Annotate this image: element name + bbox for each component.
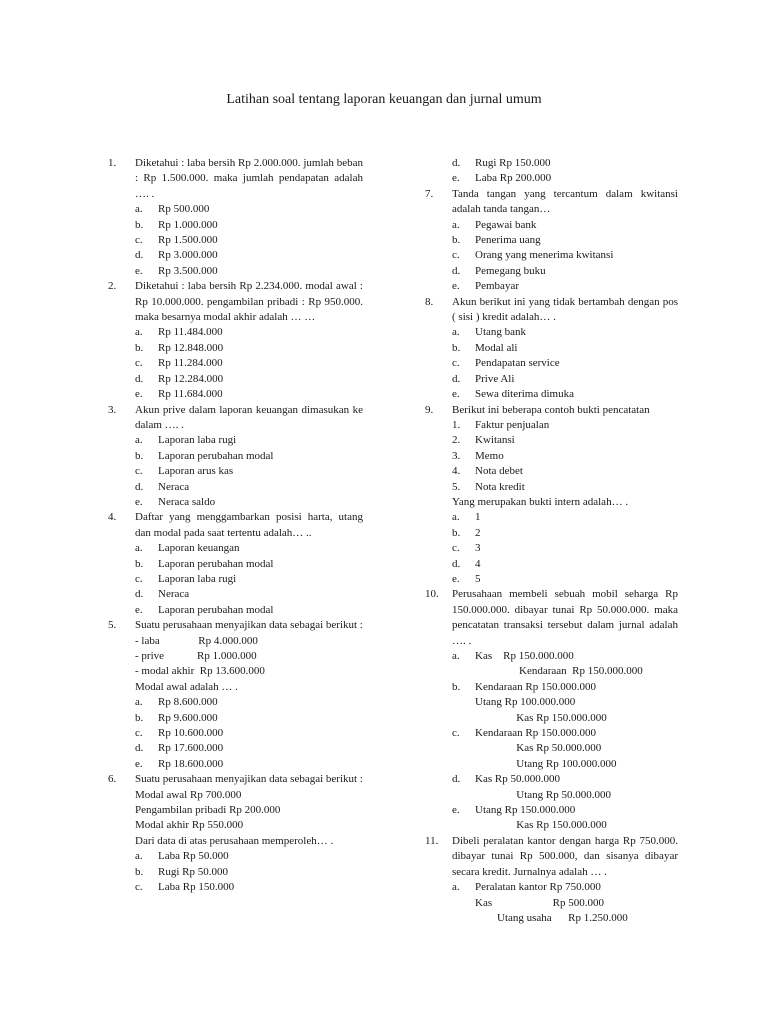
answer-option bbox=[452, 541, 678, 556]
question-text: Tanda tangan yang tercantum dalam kwitansi adalah tanda tangan… bbox=[452, 187, 678, 216]
question bbox=[108, 279, 363, 402]
question-number: 9. bbox=[425, 403, 434, 416]
option-label: a. bbox=[135, 326, 143, 339]
question-data-line: Modal akhir Rp 550.000 bbox=[135, 819, 244, 832]
option-text: Laba Rp 150.000 bbox=[158, 881, 235, 894]
option-text: Laporan laba rugi bbox=[158, 434, 237, 447]
option-text: Rp 10.600.000 bbox=[158, 727, 224, 740]
question-data-line: Modal awal adalah … . bbox=[135, 680, 238, 693]
question bbox=[425, 187, 678, 295]
option-label: c. bbox=[452, 542, 460, 555]
option-label: a. bbox=[135, 542, 143, 555]
journal-line: Kas Rp 150.000.000 bbox=[475, 711, 607, 724]
answer-option bbox=[452, 279, 678, 294]
answer-option bbox=[452, 341, 678, 356]
option-text: Rp 1.000.000 bbox=[158, 218, 218, 231]
option-label: e. bbox=[135, 757, 143, 770]
question bbox=[425, 403, 678, 588]
right-column bbox=[425, 156, 678, 926]
journal-entry bbox=[475, 772, 678, 803]
question-number: 5. bbox=[108, 619, 117, 632]
answer-option bbox=[135, 695, 363, 710]
option-label: 2. bbox=[452, 434, 461, 447]
answer-option bbox=[135, 880, 363, 895]
answer-option bbox=[135, 356, 363, 371]
option-label: d. bbox=[135, 742, 144, 755]
answer-option bbox=[452, 510, 678, 525]
option-text: Pemegang buku bbox=[475, 264, 546, 277]
journal-line: Kas Rp 150.000.000 bbox=[475, 650, 574, 662]
question-data-line: - laba Rp 4.000.000 bbox=[135, 634, 258, 647]
option-label: e. bbox=[135, 264, 143, 277]
option-text: Rp 12.284.000 bbox=[158, 372, 224, 385]
option-text: Pembayar bbox=[475, 280, 519, 293]
option-text: Laporan perubahan modal bbox=[158, 557, 274, 570]
journal-line: Kendaraan Rp 150.000.000 bbox=[475, 665, 643, 678]
option-text: Rugi Rp 150.000 bbox=[475, 157, 551, 169]
option-text: Nota kredit bbox=[475, 480, 525, 493]
question-text: Suatu perusahaan menyajikan data sebagai berikut : bbox=[135, 619, 363, 632]
option-text: Rp 11.284.000 bbox=[158, 357, 223, 370]
answer-option bbox=[452, 433, 678, 448]
journal-entry bbox=[475, 649, 678, 680]
option-text: Neraca bbox=[158, 480, 190, 493]
answer-option bbox=[452, 387, 678, 402]
question-data-line: - modal akhir Rp 13.600.000 bbox=[135, 665, 265, 678]
option-label: c. bbox=[135, 572, 143, 585]
option-text: Prive Ali bbox=[475, 372, 515, 385]
answer-option bbox=[135, 495, 363, 510]
journal-line: Utang Rp 50.000.000 bbox=[475, 788, 611, 801]
answer-option bbox=[135, 849, 363, 864]
journal-option bbox=[452, 726, 678, 772]
journal-entry bbox=[475, 880, 678, 926]
question-data-line: Modal awal Rp 700.000 bbox=[135, 788, 242, 801]
answer-option bbox=[135, 464, 363, 479]
journal-option bbox=[452, 803, 678, 834]
option-text: Nota debet bbox=[475, 465, 523, 478]
journal-line: Peralatan kantor Rp 750.000 bbox=[475, 881, 601, 894]
option-text: Kwitansi bbox=[475, 434, 515, 447]
option-label: d. bbox=[452, 557, 461, 570]
answer-option bbox=[135, 603, 363, 618]
option-label: c. bbox=[452, 357, 460, 370]
answer-option bbox=[135, 557, 363, 572]
journal-option bbox=[452, 649, 678, 680]
option-text: 1 bbox=[475, 511, 481, 524]
option-text: Faktur penjualan bbox=[475, 418, 550, 431]
option-label: b. bbox=[135, 865, 144, 878]
journal-line: Kas Rp 500.000 bbox=[475, 896, 604, 909]
option-text: Laba Rp 50.000 bbox=[158, 850, 229, 863]
answer-option bbox=[135, 541, 363, 556]
question-number: 4. bbox=[108, 511, 117, 524]
answer-option bbox=[452, 572, 678, 587]
answer-option bbox=[135, 433, 363, 448]
journal-line: Utang usaha Rp 1.250.000 bbox=[475, 911, 628, 924]
option-label: a. bbox=[135, 203, 143, 216]
answer-option bbox=[135, 233, 363, 248]
question bbox=[425, 587, 678, 834]
option-label: c. bbox=[135, 881, 143, 894]
question-text: Akun prive dalam laporan keuangan dimasukan ke dalam …. . bbox=[135, 403, 363, 431]
question-text: Perusahaan membeli sebuah mobil seharga Rp 150.000.000. dibayar tunai Rp 50.000.000. maka pencatatan transaksi tersebut dalam jurnal adalah …. . bbox=[452, 588, 678, 647]
answer-option bbox=[452, 233, 678, 248]
option-label: a. bbox=[452, 218, 460, 231]
question-number: 1. bbox=[108, 157, 117, 169]
answer-option bbox=[135, 264, 363, 279]
question-number: 7. bbox=[425, 187, 434, 200]
option-label: b. bbox=[135, 449, 144, 462]
option-label: d. bbox=[135, 480, 144, 493]
answer-option bbox=[452, 356, 678, 371]
journal-option bbox=[452, 772, 678, 803]
option-label: d. bbox=[135, 372, 144, 385]
journal-line: Utang Rp 100.000.000 bbox=[475, 757, 617, 770]
answer-option bbox=[452, 449, 678, 464]
page-title: Latihan soal tentang laporan keuangan dan jurnal umum bbox=[226, 92, 542, 107]
answer-option bbox=[135, 341, 363, 356]
answer-option bbox=[135, 372, 363, 387]
journal-option bbox=[452, 680, 678, 726]
option-text: 3 bbox=[475, 542, 481, 555]
answer-option bbox=[452, 480, 678, 495]
answer-option bbox=[452, 372, 678, 387]
option-label: a. bbox=[135, 850, 143, 863]
option-text: Orang yang menerima kwitansi bbox=[475, 249, 614, 262]
option-text: Utang bank bbox=[475, 326, 527, 339]
question bbox=[108, 618, 363, 772]
answer-option bbox=[135, 572, 363, 587]
answer-option bbox=[452, 156, 678, 171]
option-text: Rp 18.600.000 bbox=[158, 757, 224, 770]
option-label: 1. bbox=[452, 418, 461, 431]
answer-option bbox=[135, 202, 363, 217]
answer-option bbox=[135, 726, 363, 741]
option-label: d. bbox=[452, 773, 461, 786]
answer-option bbox=[135, 387, 363, 402]
option-text: Rp 1.500.000 bbox=[158, 234, 218, 247]
option-label: b. bbox=[135, 711, 144, 724]
option-label: a. bbox=[135, 696, 143, 709]
answer-option bbox=[452, 171, 678, 186]
answer-option bbox=[452, 526, 678, 541]
option-label: e. bbox=[135, 495, 143, 508]
option-text: Rp 3.000.000 bbox=[158, 249, 218, 262]
option-label: b. bbox=[452, 341, 461, 354]
question-data-line: Pengambilan pribadi Rp 200.000 bbox=[135, 804, 281, 817]
question-prompt: Yang merupakan bukti intern adalah… . bbox=[452, 495, 629, 508]
option-text: Rp 12.848.000 bbox=[158, 341, 224, 354]
option-text: Neraca saldo bbox=[158, 495, 216, 508]
option-text: Laporan perubahan modal bbox=[158, 603, 274, 616]
question-text: Diketahui : laba bersih Rp 2.000.000. jumlah beban : Rp 1.500.000. maka jumlah pendapatan adalah …. . bbox=[135, 157, 363, 200]
journal-line: Kendaraan Rp 150.000.000 bbox=[475, 680, 596, 693]
question-number: 2. bbox=[108, 280, 117, 293]
option-text: Rp 9.600.000 bbox=[158, 711, 218, 724]
option-text: Rp 500.000 bbox=[158, 203, 210, 216]
option-label: d. bbox=[135, 588, 144, 601]
journal-entry bbox=[475, 680, 678, 726]
journal-line: Utang Rp 150.000.000 bbox=[475, 804, 576, 817]
question-text: Daftar yang menggambarkan posisi harta, utang dan modal pada saat tertentu adalah… .. bbox=[135, 511, 363, 539]
option-text: Laba Rp 200.000 bbox=[475, 172, 552, 185]
option-label: c. bbox=[135, 727, 143, 740]
option-label: a. bbox=[452, 511, 460, 524]
question-text: Suatu perusahaan menyajikan data sebagai berikut : bbox=[135, 773, 363, 786]
question bbox=[425, 156, 678, 187]
journal-line: Utang Rp 100.000.000 bbox=[475, 696, 576, 709]
option-label: b. bbox=[135, 557, 144, 570]
option-label: a. bbox=[452, 650, 460, 662]
answer-option bbox=[452, 557, 678, 572]
answer-option bbox=[135, 218, 363, 233]
answer-option bbox=[135, 480, 363, 495]
answer-option bbox=[135, 325, 363, 340]
answer-option bbox=[135, 587, 363, 602]
answer-option bbox=[135, 449, 363, 464]
option-label: e. bbox=[452, 388, 460, 401]
option-text: Rp 8.600.000 bbox=[158, 696, 218, 709]
option-label: b. bbox=[135, 341, 144, 354]
answer-option bbox=[452, 464, 678, 479]
answer-option bbox=[452, 218, 678, 233]
left-column bbox=[108, 156, 363, 896]
option-label: 4. bbox=[452, 465, 461, 478]
option-text: Laporan arus kas bbox=[158, 465, 234, 478]
option-text: Modal ali bbox=[475, 341, 518, 354]
answer-option bbox=[452, 264, 678, 279]
option-label: c. bbox=[135, 465, 143, 478]
option-label: e. bbox=[452, 804, 460, 817]
question-text: Berikut ini beberapa contoh bukti pencatatan bbox=[452, 403, 650, 416]
option-label: d. bbox=[135, 249, 144, 262]
question bbox=[108, 772, 363, 895]
journal-line: Kas Rp 150.000.000 bbox=[475, 819, 607, 832]
option-label: c. bbox=[452, 249, 460, 262]
answer-option bbox=[135, 248, 363, 263]
answer-option bbox=[452, 418, 678, 433]
option-text: Penerima uang bbox=[475, 234, 541, 247]
option-text: Rugi Rp 50.000 bbox=[158, 865, 228, 878]
option-text: Laporan keuangan bbox=[158, 542, 240, 555]
option-label: b. bbox=[452, 526, 461, 539]
answer-option bbox=[135, 741, 363, 756]
journal-entry bbox=[475, 726, 678, 772]
option-label: c. bbox=[135, 234, 143, 247]
option-label: d. bbox=[452, 264, 461, 277]
answer-option bbox=[135, 711, 363, 726]
question-text: Akun berikut ini yang tidak bertambah dengan pos ( sisi ) kredit adalah… . bbox=[452, 295, 678, 324]
journal-line: Kas Rp 50.000.000 bbox=[475, 773, 560, 786]
option-label: a. bbox=[135, 434, 143, 447]
option-text: Pendapatan service bbox=[475, 357, 560, 370]
journal-entry bbox=[475, 803, 678, 834]
answer-option bbox=[135, 757, 363, 772]
option-text: 4 bbox=[475, 557, 481, 570]
question bbox=[108, 510, 363, 618]
option-label: b. bbox=[452, 234, 461, 247]
option-text: Laporan laba rugi bbox=[158, 572, 237, 585]
question bbox=[425, 295, 678, 403]
question-number: 6. bbox=[108, 773, 117, 786]
question-text: Dibeli peralatan kantor dengan harga Rp 750.000. dibayar tunai Rp 500.000, dan sisanya dibayar secara kredit. Jurnalnya adalah … . bbox=[452, 834, 678, 878]
option-label: 3. bbox=[452, 449, 461, 462]
question bbox=[108, 403, 363, 511]
option-label: b. bbox=[452, 680, 461, 693]
option-text: 5 bbox=[475, 572, 481, 585]
option-label: e. bbox=[135, 603, 143, 616]
option-text: Pegawai bank bbox=[475, 218, 537, 231]
answer-option bbox=[452, 248, 678, 263]
option-text: Neraca bbox=[158, 588, 190, 601]
option-label: d. bbox=[452, 157, 461, 169]
question-data-line: - prive Rp 1.000.000 bbox=[135, 650, 257, 662]
option-label: a. bbox=[452, 326, 460, 339]
journal-line: Kas Rp 50.000.000 bbox=[475, 742, 602, 755]
option-text: Sewa diterima dimuka bbox=[475, 388, 574, 401]
question-text: Diketahui : laba bersih Rp 2.234.000. modal awal : Rp 10.000.000. pengambilan pribadi : Rp 950.000. maka besarnya modal akhir adalah … … bbox=[135, 280, 363, 324]
option-label: 5. bbox=[452, 480, 461, 493]
option-label: e. bbox=[135, 388, 143, 401]
journal-line: Kendaraan Rp 150.000.000 bbox=[475, 727, 596, 740]
question-number: 11. bbox=[425, 834, 439, 847]
question-number: 8. bbox=[425, 295, 434, 308]
option-label: c. bbox=[452, 727, 460, 740]
option-label: e. bbox=[452, 572, 460, 585]
question-data-line: Dari data di atas perusahaan memperoleh… . bbox=[135, 834, 334, 847]
question-number: 10. bbox=[425, 588, 439, 601]
option-text: Rp 3.500.000 bbox=[158, 264, 218, 277]
option-text: Laporan perubahan modal bbox=[158, 449, 274, 462]
option-label: e. bbox=[452, 280, 460, 293]
option-label: b. bbox=[135, 218, 144, 231]
question bbox=[425, 834, 678, 926]
question-number: 3. bbox=[108, 403, 117, 416]
option-label: d. bbox=[452, 372, 461, 385]
question bbox=[108, 156, 363, 279]
option-label: e. bbox=[452, 172, 460, 185]
answer-option bbox=[135, 865, 363, 880]
option-text: Rp 11.684.000 bbox=[158, 388, 223, 401]
answer-option bbox=[452, 325, 678, 340]
journal-option bbox=[452, 880, 678, 926]
option-label: a. bbox=[452, 881, 460, 894]
option-text: Rp 17.600.000 bbox=[158, 742, 224, 755]
option-text: Rp 11.484.000 bbox=[158, 326, 223, 339]
option-text: Memo bbox=[475, 449, 504, 462]
option-text: 2 bbox=[475, 526, 481, 539]
option-label: c. bbox=[135, 357, 143, 370]
